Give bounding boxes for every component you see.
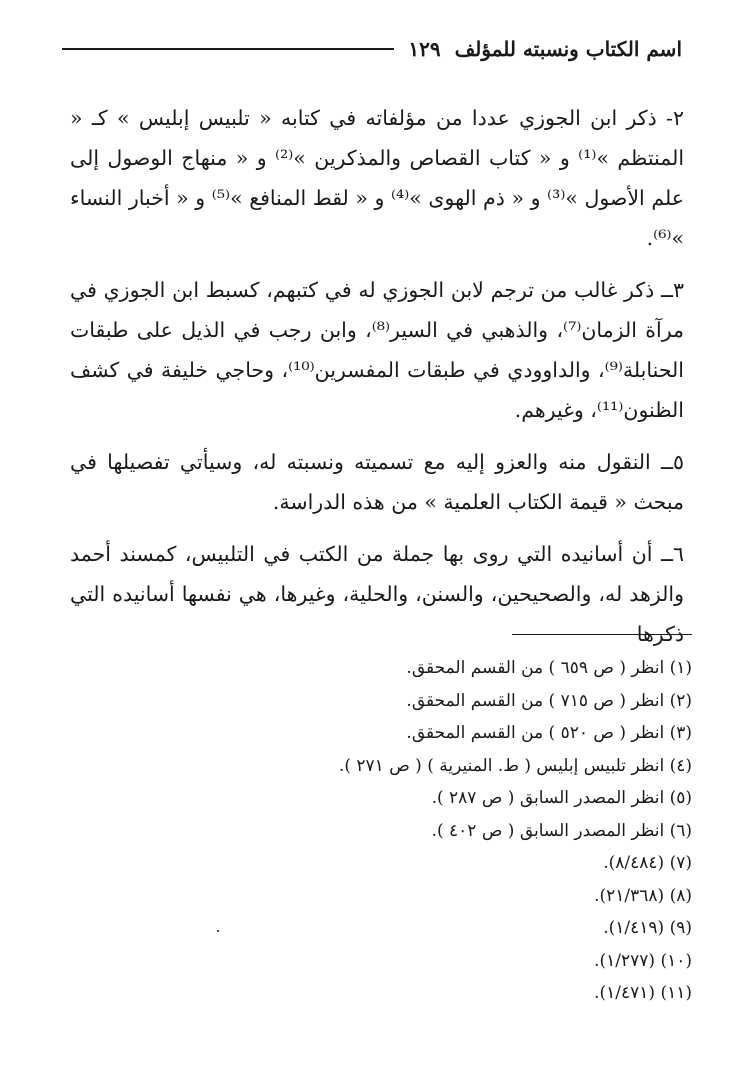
paragraph-5: ٥ــ النقول منه والعزو إليه مع تسميته ونسبته له، وسيأتي تفصيلها في مبحث « قيمة الكتاب العلمية » من هذه الدراسة. [70, 450, 684, 514]
footnote-1: (١) انظر ( ص ٦٥٩ ) من القسم المحقق. [406, 658, 692, 678]
page-number: ١٢٩ [408, 37, 441, 61]
footnotes [70, 652, 692, 1010]
running-header [62, 34, 682, 64]
footnote-5: (٥) انظر المصدر السابق ( ص ٢٨٧ ). [431, 788, 692, 808]
footnote-2: (٢) انظر ( ص ٧١٥ ) من القسم المحقق. [406, 690, 692, 711]
footnote-separator [512, 634, 692, 635]
paragraph-6: ٦ــ أن أسانيده التي روى بها جملة من الكتب في التلبيس، كمسند أحمد والزهد له، والصحيحين، والسنن، والحلية، وغيرها، هي نفسها أسانيده التي ذكرها [70, 542, 684, 646]
main-text [70, 98, 684, 666]
paragraph-2: ٢- ذكر ابن الجوزي عددا من مؤلفاته في كتابه « تلبيس إبليس » كـ « المنتظم »⁽¹⁾ و « كتاب القصاص والمذكرين »⁽²⁾ و « منهاج الوصول إلى علم الأصول »⁽³⁾ و « ذم الهوى »⁽⁴⁾ و « لقط المنافع »⁽⁵⁾ و « أخبار النساء »⁽⁶⁾. [70, 106, 685, 250]
footnote-3: (٣) انظر ( ص ٥٢٠ ) من القسم المحقق. [406, 723, 692, 743]
header-title: اسم الكتاب ونسبته للمؤلف [454, 37, 682, 61]
footnote-7: (٧) (٨/٤٨٤). [603, 853, 692, 873]
footnote-6: (٦) انظر المصدر السابق ( ص ٤٠٢ ). [431, 820, 692, 841]
header-rule [62, 48, 394, 50]
scan-speck [217, 930, 219, 932]
footnote-9: (٩) (١/٤١٩). [603, 918, 692, 938]
footnote-4: (٤) انظر تلبيس إبليس ( ط. المنيرية ) ( ص ٢٧١ ). [338, 755, 692, 776]
footnote-8: (٨) (٢١/٣٦٨). [594, 885, 692, 906]
footnote-10: (١٠) (١/٢٧٧). [594, 950, 692, 971]
footnote-11: (١١) (١/٤٧١). [594, 983, 692, 1003]
paragraph-3: ٣ــ ذكر غالب من ترجم لابن الجوزي له في كتبهم، كسبط ابن الجوزي في مرآة الزمان⁽⁷⁾، والذهبي في السير⁽⁸⁾، وابن رجب في الذيل على طبقات الحنابلة⁽⁹⁾، والداوودي في طبقات المفسرين⁽¹⁰⁾، وحاجي خليفة في كشف الظنون⁽¹¹⁾، وغيرهم. [70, 278, 684, 422]
